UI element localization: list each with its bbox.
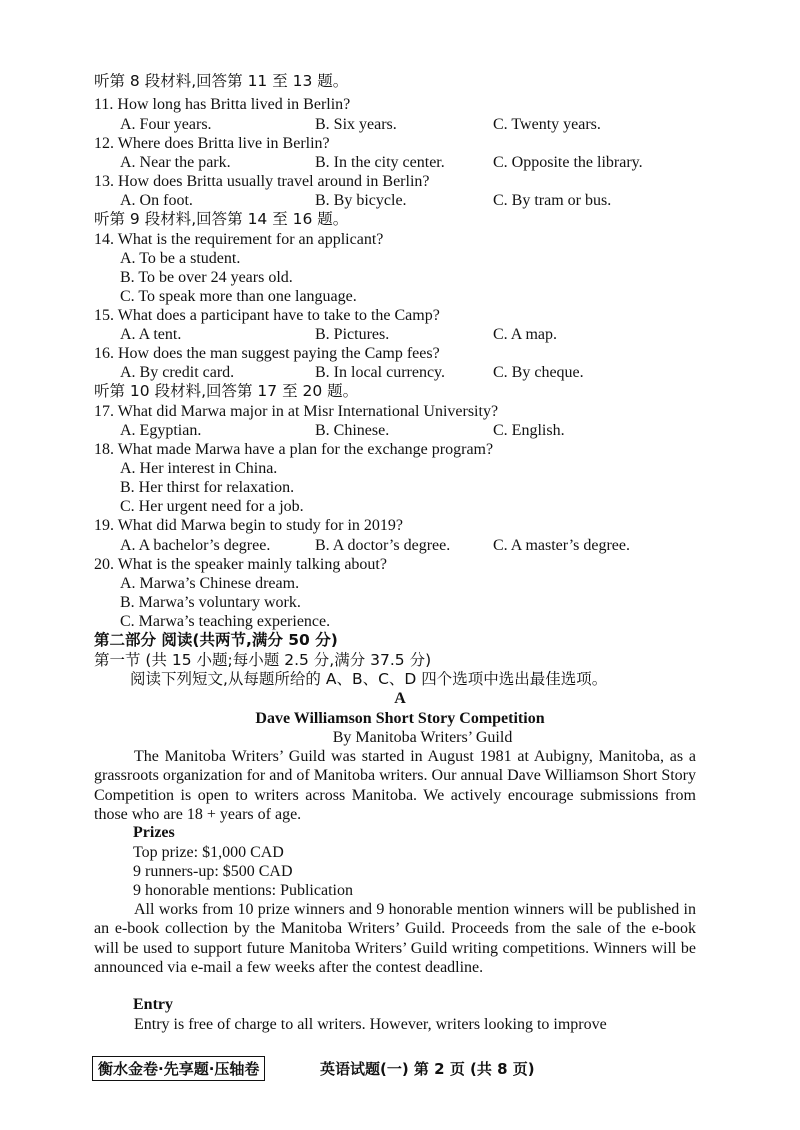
q17-option-a: A. Egyptian. bbox=[120, 422, 202, 439]
passage-paragraph-1 bbox=[94, 747, 696, 825]
q13-option-a: A. On foot. bbox=[120, 192, 193, 209]
section-8-instruction: 听第 8 段材料,回答第 11 至 13 题。 bbox=[94, 72, 349, 90]
question-16: 16. How does the man suggest paying the Camp fees? bbox=[94, 345, 440, 362]
q12-option-c: C. Opposite the library. bbox=[493, 154, 643, 171]
question-18: 18. What made Marwa have a plan for the exchange program? bbox=[94, 441, 494, 458]
q18-option-a: A. Her interest in China. bbox=[120, 460, 278, 477]
q11-option-a: A. Four years. bbox=[120, 116, 212, 133]
q18-option-c: C. Her urgent need for a job. bbox=[120, 498, 304, 515]
q15-option-b: B. Pictures. bbox=[315, 326, 390, 343]
q17-option-b: B. Chinese. bbox=[315, 422, 390, 439]
reading-instruction: 阅读下列短文,从每题所给的 A、B、C、D 四个选项中选出最佳选项。 bbox=[130, 670, 608, 688]
passage-title: Dave Williamson Short Story Competition bbox=[255, 710, 545, 727]
prize-runners-up: 9 runners-up: $500 CAD bbox=[133, 863, 293, 880]
paragraph-1-text: The Manitoba Writers’ Guild was started in August 1981 at Aubigny, Manitoba, as a grassroots organization for and of Manitoba writers. Our annual Dave Williamson Short Story Competition is open to writers across Manitoba. We actively encourage submissions from those who are 18 + years of age. bbox=[94, 748, 696, 824]
reading-section-heading: 第一节 (共 15 小题;每小题 2.5 分,满分 37.5 分) bbox=[94, 651, 432, 669]
question-17: 17. What did Marwa major in at Misr International University? bbox=[94, 403, 499, 420]
question-11: 11. How long has Britta lived in Berlin? bbox=[94, 96, 351, 113]
prizes-heading: Prizes bbox=[133, 824, 175, 841]
q11-option-c: C. Twenty years. bbox=[493, 116, 601, 133]
passage-byline: By Manitoba Writers’ Guild bbox=[332, 729, 513, 746]
q14-option-a: A. To be a student. bbox=[120, 250, 241, 267]
question-20: 20. What is the speaker mainly talking about? bbox=[94, 556, 387, 573]
question-15: 15. What does a participant have to take to the Camp? bbox=[94, 307, 440, 324]
question-12: 12. Where does Britta live in Berlin? bbox=[94, 135, 330, 152]
q20-option-b: B. Marwa’s voluntary work. bbox=[120, 594, 301, 611]
q16-option-b: B. In local currency. bbox=[315, 364, 446, 381]
section-9-instruction: 听第 9 段材料,回答第 14 至 16 题。 bbox=[94, 210, 349, 228]
section-10-instruction: 听第 10 段材料,回答第 17 至 20 题。 bbox=[94, 382, 359, 400]
q13-option-c: C. By tram or bus. bbox=[493, 192, 612, 209]
q16-option-a: A. By credit card. bbox=[120, 364, 235, 381]
passage-paragraph-3 bbox=[94, 1015, 696, 1034]
q19-option-a: A. A bachelor’s degree. bbox=[120, 537, 271, 554]
reading-part-heading: 第二部分 阅读(共两节,满分 50 分) bbox=[94, 631, 338, 649]
entry-heading: Entry bbox=[133, 996, 173, 1013]
passage-letter: A bbox=[394, 690, 406, 707]
prize-honorable-mentions: 9 honorable mentions: Publication bbox=[133, 882, 353, 899]
q13-option-b: B. By bicycle. bbox=[315, 192, 407, 209]
question-13: 13. How does Britta usually travel around in Berlin? bbox=[94, 173, 430, 190]
series-label: 衡水金卷·先享题·压轴卷 bbox=[92, 1056, 265, 1081]
q17-option-c: C. English. bbox=[493, 422, 565, 439]
page-number: 英语试题(一) 第 2 页 (共 8 页) bbox=[320, 1060, 535, 1078]
prize-top: Top prize: $1,000 CAD bbox=[133, 844, 284, 861]
q20-option-c: C. Marwa’s teaching experience. bbox=[120, 613, 331, 630]
paragraph-3-text: Entry is free of charge to all writers. However, writers looking to improve bbox=[134, 1016, 607, 1033]
question-14: 14. What is the requirement for an applicant? bbox=[94, 231, 384, 248]
passage-paragraph-2 bbox=[94, 900, 696, 978]
q14-option-b: B. To be over 24 years old. bbox=[120, 269, 293, 286]
q11-option-b: B. Six years. bbox=[315, 116, 397, 133]
q15-option-c: C. A map. bbox=[493, 326, 558, 343]
q12-option-a: A. Near the park. bbox=[120, 154, 231, 171]
paragraph-2-text: All works from 10 prize winners and 9 honorable mention winners will be published in an e-book collection by the Manitoba Writers’ Guild. Proceeds from the sale of the e-book will be used to support future Manitoba Writers’ Guild writing competitions. Winners will be announced via e-mail a few weeks after the contest deadline. bbox=[94, 901, 696, 977]
q18-option-b: B. Her thirst for relaxation. bbox=[120, 479, 295, 496]
q19-option-b: B. A doctor’s degree. bbox=[315, 537, 451, 554]
q14-option-c: C. To speak more than one language. bbox=[120, 288, 357, 305]
q16-option-c: C. By cheque. bbox=[493, 364, 584, 381]
q19-option-c: C. A master’s degree. bbox=[493, 537, 631, 554]
q12-option-b: B. In the city center. bbox=[315, 154, 445, 171]
question-19: 19. What did Marwa begin to study for in 2019? bbox=[94, 517, 403, 534]
q20-option-a: A. Marwa’s Chinese dream. bbox=[120, 575, 300, 592]
q15-option-a: A. A tent. bbox=[120, 326, 182, 343]
